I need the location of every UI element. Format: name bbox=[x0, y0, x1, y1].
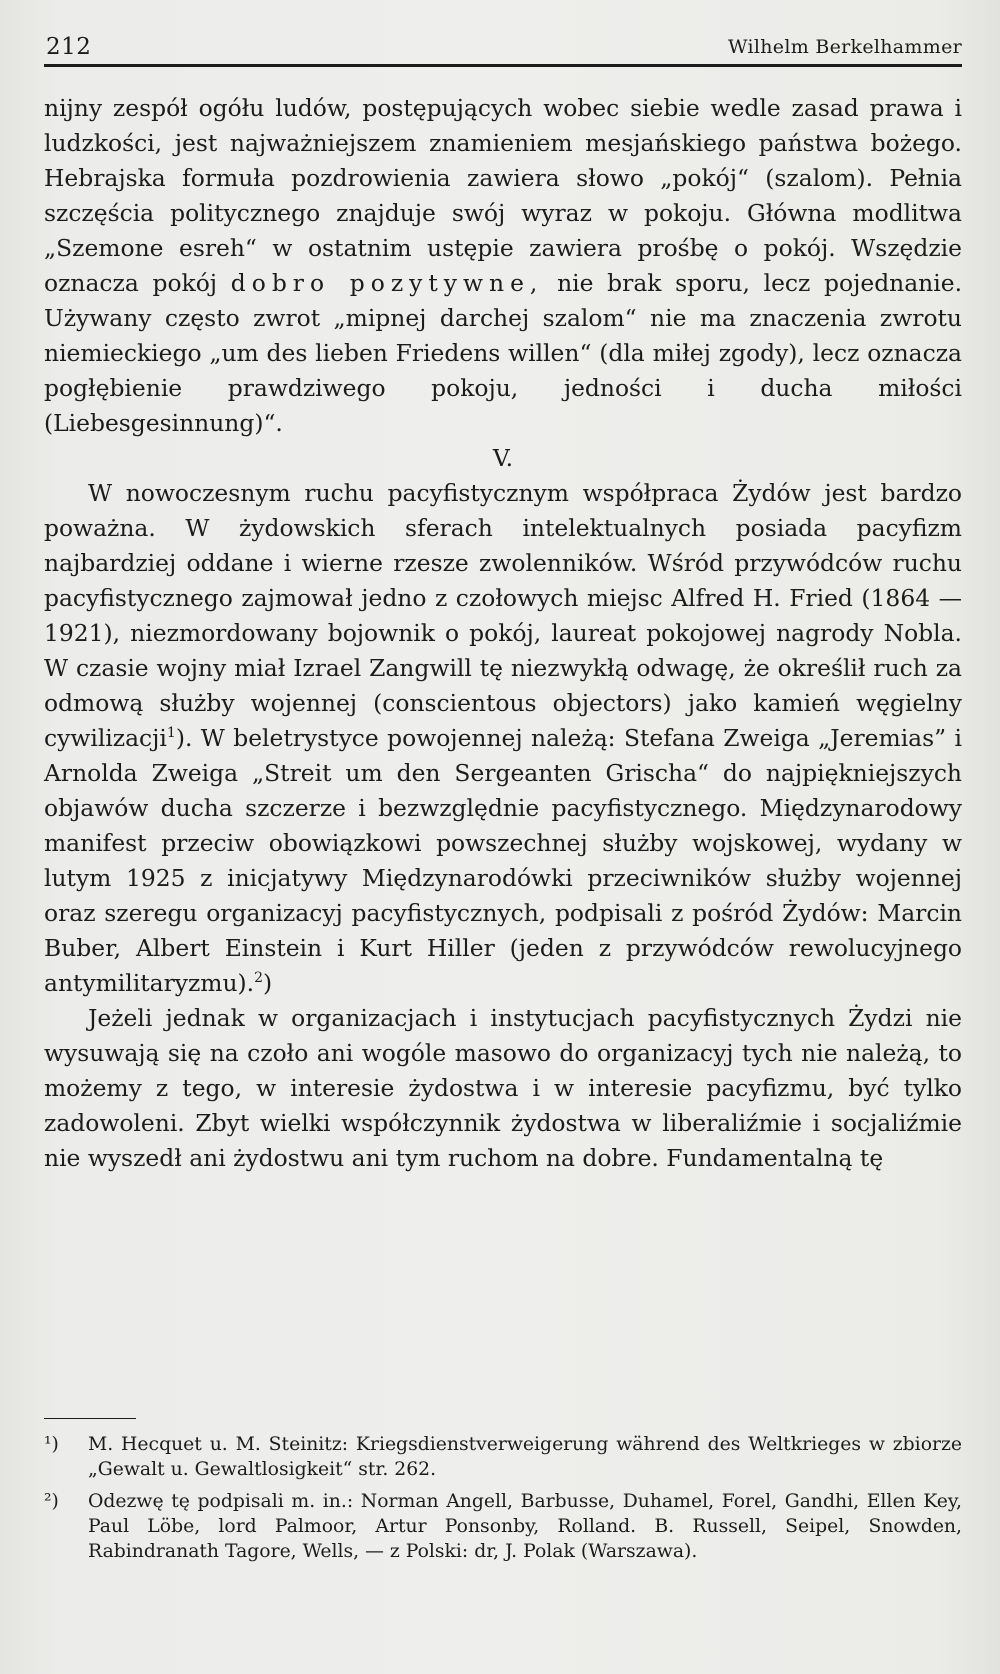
paragraph-1-text-start: nijny zespół ogółu ludów, postępujących wobec siebie wedle zasad prawa i ludzkości, jest najważniejszem znamieniem mesjańskiego państwa bożego. Hebrajska formuła pozdrowienia zawiera słowo „pokój“ (szalom). Pełnia szczęścia politycznego znajduje swój wyraz w pokoju. Główna modlitwa „Szemone esreh“ w ostatnim ustępie zawiera prośbę o pokój. Wszędzie oznacza pokój bbox=[44, 94, 962, 297]
footnote-ref-1[interactable]: 1 bbox=[166, 725, 176, 742]
header-rule bbox=[44, 64, 962, 67]
running-title: Wilhelm Berkelhammer bbox=[727, 36, 962, 58]
footnote-1-marker: ¹) bbox=[44, 1434, 59, 1455]
spaced-emphasis: dobro pozytywne, bbox=[230, 269, 544, 297]
paragraph-2 bbox=[44, 476, 962, 1001]
paragraph-2-text-middle: ). W beletrystyce powojennej należą: Stefana Zweiga „Jeremias” i Arnolda Zweiga „Streit um den Sergeanten Grischa“ do najpiękniejszych objawów ducha szczerze i bezwzględnie pacyfistycznego. Międzynarodowy manifest przeciw obowiązkowi powszechnej służby wojskowej, wydany w lutym 1925 z inicjatywy Międzynarodówki przeciwników służby wojennej oraz szeregu organizacyj pacyfistycznych, podpisali z pośród Żydów: Marcin Buber, Albert Einstein i Kurt Hiller (jeden z przywódców rewolucyjnego antymilitaryzmu). bbox=[44, 724, 962, 997]
footnote-ref-2[interactable]: 2 bbox=[254, 970, 264, 987]
footnote-2-marker: ²) bbox=[44, 1491, 59, 1512]
paragraph-2-text-end: ) bbox=[263, 969, 273, 997]
footnote-rule bbox=[44, 1418, 136, 1419]
paragraph-2-text-start: W nowoczesnym ruchu pacyfistycznym współpraca Żydów jest bardzo poważna. W żydowskich sferach intelektualnych posiada pacyfizm najbardziej oddane i wierne rzesze zwolenników. Wśród przywódców ruchu pacyfistycznego zajmował jedno z czołowych miejsc Alfred H. Fried (1864 — 1921), niezmordowany bojownik o pokój, laureat pokojowej nagrody Nobla. W czasie wojny miał Izrael Zangwill tę niezwykłą odwagę, że określił ruch za odmową służby wojennej (conscientous objectors) jako kamień węgielny cywilizacji bbox=[44, 479, 962, 752]
body-text bbox=[44, 91, 962, 1176]
footnote-1-text: M. Hecquet u. M. Steinitz: Kriegsdienstverweigerung während des Weltkrieges w zbiorze „Gewalt u. Gewaltlosigkeit“ str. 262. bbox=[88, 1434, 962, 1480]
section-heading: V. bbox=[492, 444, 514, 472]
paragraph-1 bbox=[44, 91, 962, 441]
footnotes bbox=[44, 1432, 962, 1571]
footnote-2 bbox=[44, 1489, 962, 1564]
paragraph-1-text-end: nie brak sporu, lecz pojednanie. Używany często zwrot „mipnej darchej szalom“ nie ma znaczenia zwrotu niemieckiego „um des lieben Friedens willen“ (dla miłej zgody), lecz oznacza pogłębienie prawdziwego pokoju, jedności i ducha miłości (Liebesgesinnung)“. bbox=[44, 269, 963, 437]
footnote-1 bbox=[44, 1432, 962, 1482]
running-head bbox=[44, 30, 962, 64]
paragraph-3: Jeżeli jednak w organizacjach i instytucjach pacyfistycznych Żydzi nie wysuwają się na czoło ani wogóle masowo do organizacyj tych nie należą, to możemy z tego, w interesie żydostwa i w interesie pacyfizmu, być tylko zadowoleni. Zbyt wielki współczynnik żydostwa w liberaliźmie i socjaliźmie nie wyszedł ani żydostwu ani tym ruchom na dobre. Fundamentalną tę bbox=[44, 1004, 962, 1172]
footnote-2-text: Odezwę tę podpisali m. in.: Norman Angell, Barbusse, Duhamel, Forel, Gandhi, Ellen Key, Paul Löbe, lord Palmoor, Artur Ponsonby, Rolland. B. Russell, Seipel, Snowden, Rabindranath Tagore, Wells, — z Polski: dr, J. Polak (Warszawa). bbox=[88, 1491, 962, 1562]
page-number: 212 bbox=[46, 34, 92, 60]
